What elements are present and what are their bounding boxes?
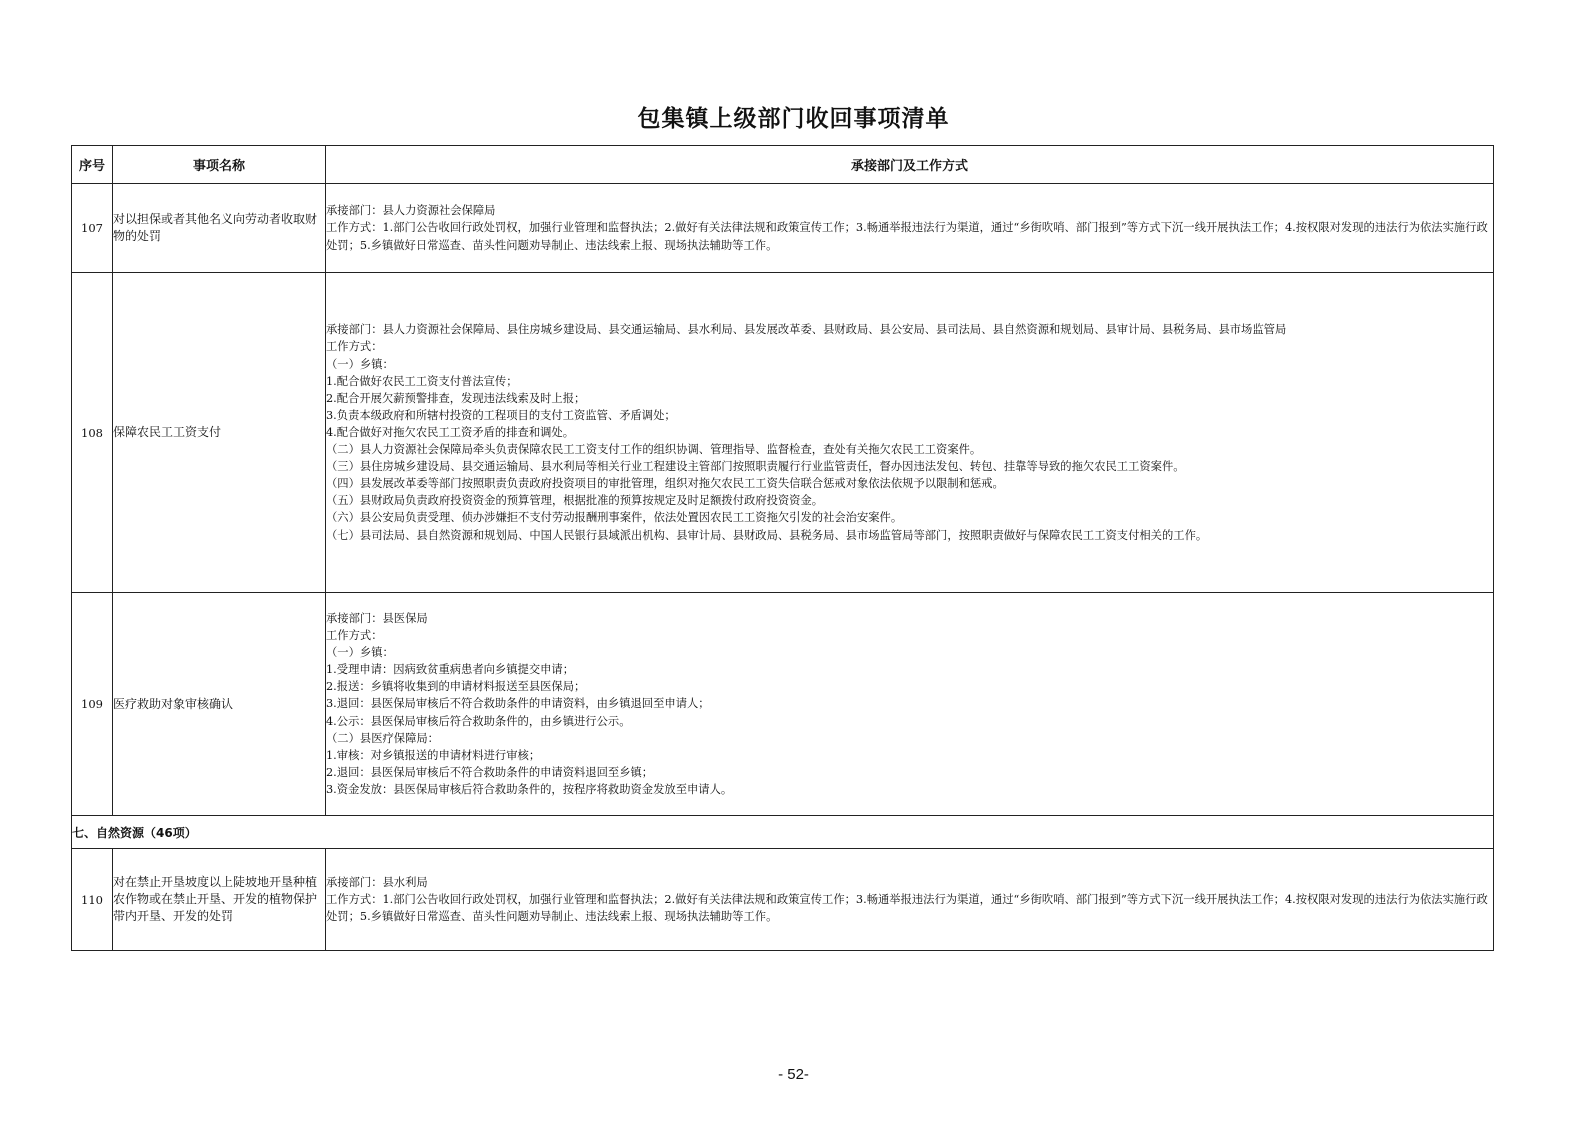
page-number: - 52- [778,1066,809,1083]
section-title: 七、自然资源（46项） [72,816,1494,849]
page-title: 包集镇上级部门收回事项清单 [637,106,950,132]
content-line: （一）乡镇： [326,357,394,371]
content-line: 工作方式： [326,629,383,643]
item-name: 医疗救助对象审核确认 [113,593,326,816]
content-line: （六）县公安局负责受理、侦办涉嫌拒不支付劳动报酬刑事案件，依法处置因农民工工资拖欠引发的社会治安案件。 [326,511,903,525]
content-line: 1.审核：对乡镇报送的申请材料进行审核； [326,748,541,762]
content-line: 2.配合开展欠薪预警排查，发现违法线索及时上报； [326,391,586,405]
content-line: 承接部门：县人力资源社会保障局 [326,204,496,218]
header-no: 序号 [72,146,113,184]
content-line: 1.配合做好农民工工资支付普法宣传； [326,374,518,388]
table-row [72,184,1494,273]
section-row [72,816,1494,849]
header-content: 承接部门及工作方式 [326,146,1494,184]
row-number: 109 [72,593,113,816]
content-line: 2.报送：乡镇将收集到的申请材料报送至县医保局； [326,680,586,694]
item-content [326,593,1494,816]
table-row [72,273,1494,593]
content-line: 承接部门：县水利局 [326,875,428,889]
item-content [326,184,1494,273]
table-header-row [72,146,1494,184]
item-content [326,273,1494,593]
content-line: 4.公示：县医保局审核后符合救助条件的，由乡镇进行公示。 [326,714,631,728]
content-line: 1.受理申请：因病致贫重病患者向乡镇提交申请； [326,663,575,677]
content-line: 工作方式： [326,340,383,354]
item-name: 对在禁止开垦坡度以上陡坡地开垦种植农作物或在禁止开垦、开发的植物保护带内开垦、开发的处罚 [113,849,326,951]
content-line: 承接部门：县人力资源社会保障局、县住房城乡建设局、县交通运输局、县水利局、县发展改革委、县财政局、县公安局、县司法局、县自然资源和规划局、县审计局、县税务局、县市场监管局 [326,323,1287,337]
header-name: 事项名称 [113,146,326,184]
content-line: （二）县人力资源社会保障局牵头负责保障农民工工资支付工作的组织协调、管理指导、监督检查，查处有关拖欠农民工工资案件。 [326,443,982,457]
content-line: 承接部门：县医保局 [326,611,428,625]
content-line: （四）县发展改革委等部门按照职责负责政府投资项目的审批管理，组织对拖欠农民工工资失信联合惩戒对象依法依规予以限制和惩戒。 [326,477,1004,491]
content-line: （五）县财政局负责政府投资资金的预算管理，根据批准的预算按规定及时足额拨付政府投资资金。 [326,494,824,508]
content-line: （三）县住房城乡建设局、县交通运输局、县水利局等相关行业工程建设主管部门按照职责履行行业监管责任，督办因违法发包、转包、挂靠等导致的拖欠农民工工资案件。 [326,460,1185,474]
content-line: 工作方式：1.部门公告收回行政处罚权，加强行业管理和监督执法；2.做好有关法律法规和政策宣传工作；3.畅通举报违法行为渠道，通过“乡街吹哨、部门报到”等方式下沉一线开展执法工作；4.按权限对发现的违法行为依法实施行政处罚；5.乡镇做好日常巡查、苗头性问题劝导制止、违法线索上报、现场执法辅助等工作。 [326,221,1488,252]
content-line: 3.退回：县医保局审核后不符合救助条件的申请资料，由乡镇退回至申请人； [326,697,710,711]
row-number: 110 [72,849,113,951]
content-line: 3.负责本级政府和所辖村投资的工程项目的支付工资监管、矛盾调处； [326,408,676,422]
row-number: 107 [72,184,113,273]
items-table [71,145,1494,951]
item-name: 对以担保或者其他名义向劳动者收取财物的处罚 [113,184,326,273]
table-row [72,849,1494,951]
content-line: 工作方式：1.部门公告收回行政处罚权，加强行业管理和监督执法；2.做好有关法律法规和政策宣传工作；3.畅通举报违法行为渠道，通过“乡街吹哨、部门报到”等方式下沉一线开展执法工作；4.按权限对发现的违法行为依法实施行政处罚；5.乡镇做好日常巡查、苗头性问题劝导制止、违法线索上报、现场执法辅助等工作。 [326,892,1488,924]
content-line: （二）县医疗保障局： [326,731,439,745]
content-line: 3.资金发放：县医保局审核后符合救助条件的，按程序将救助资金发放至申请人。 [326,782,733,796]
table-row [72,593,1494,816]
content-line: 2.退回：县医保局审核后不符合救助条件的申请资料退回至乡镇； [326,765,654,779]
content-line: （一）乡镇： [326,646,394,660]
content-line: （七）县司法局、县自然资源和规划局、中国人民银行县域派出机构、县审计局、县财政局、县税务局、县市场监管局等部门，按照职责做好与保障农民工工资支付相关的工作。 [326,528,1208,542]
item-content [326,849,1494,951]
row-number: 108 [72,273,113,593]
item-name: 保障农民工工资支付 [113,273,326,593]
content-line: 4.配合做好对拖欠农民工工资矛盾的排查和调处。 [326,425,575,439]
